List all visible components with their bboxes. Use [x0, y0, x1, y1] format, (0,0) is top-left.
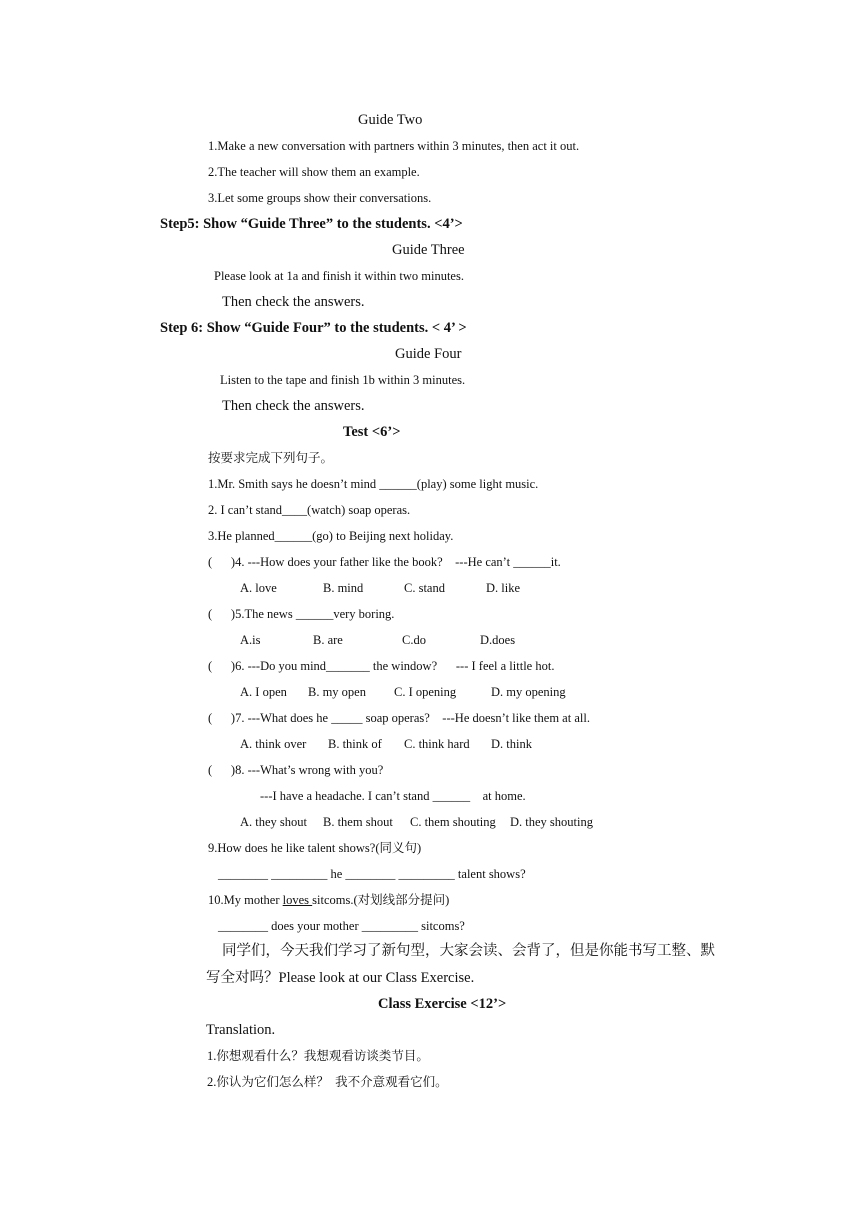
q7-option-b: B. think of: [328, 737, 382, 751]
guide-three-line-2: Then check the answers.: [222, 294, 365, 310]
question-2: 2. I can’t stand____(watch) soap operas.: [208, 503, 411, 517]
translation-label: Translation.: [206, 1022, 276, 1038]
question-10: [208, 894, 449, 907]
test-title: Test <6’>: [343, 424, 401, 440]
question-6: ( )6. ---Do you mind_______ the window? --- I feel a little hot.: [208, 659, 555, 673]
q7-option-a: A. think over: [240, 737, 307, 751]
question-9-answer-line: ________ _________ he ________ _________ talent shows?: [218, 867, 526, 881]
q8-option-b: B. them shout: [323, 815, 393, 829]
q6-option-b: B. my open: [308, 685, 366, 699]
question-7: ( )7. ---What does he _____ soap operas? ---He doesn’t like them at all.: [208, 711, 590, 725]
question-8: ( )8. ---What’s wrong with you?: [208, 763, 384, 777]
class-exercise-title: Class Exercise <12’>: [378, 996, 507, 1012]
guide-two-item-1: 1.Make a new conversation with partners within 3 minutes, then act it out.: [208, 139, 580, 153]
guide-four-line-1: Listen to the tape and finish 1b within 3 minutes.: [220, 373, 466, 387]
question-3: 3.He planned______(go) to Beijing next holiday.: [208, 529, 454, 543]
transition-line-2: 写全对吗？Please look at our Class Exercise.: [206, 970, 475, 986]
q4-option-b: B. mind: [323, 581, 364, 595]
question-10-suffix: sitcoms.(对划线部分提问): [312, 893, 450, 907]
guide-three-title: Guide Three: [392, 242, 465, 258]
question-10-answer-line: ________ does your mother _________ sitcoms?: [218, 919, 465, 933]
q4-option-d: D. like: [486, 581, 521, 595]
q7-option-d: D. think: [491, 737, 532, 751]
guide-two-item-2: 2.The teacher will show them an example.: [208, 165, 420, 179]
question-8-answer-line: ---I have a headache. I can’t stand ______ at home.: [260, 789, 526, 803]
question-1: 1.Mr. Smith says he doesn’t mind ______(play) some light music.: [208, 477, 539, 491]
q4-option-a: A. love: [240, 581, 277, 595]
question-4: ( )4. ---How does your father like the book? ---He can’t ______it.: [208, 555, 561, 569]
question-10-underlined-word: loves: [282, 893, 313, 907]
guide-four-line-2: Then check the answers.: [222, 398, 365, 414]
test-instruction: 按要求完成下列句子。: [208, 451, 334, 465]
q5-option-d: D.does: [480, 633, 516, 647]
q5-option-a: A.is: [240, 633, 261, 647]
guide-two-title: Guide Two: [358, 112, 423, 128]
q5-option-b: B. are: [313, 633, 343, 647]
question-5: ( )5.The news ______very boring.: [208, 607, 395, 621]
q4-option-c: C. stand: [404, 581, 445, 595]
q8-option-a: A. they shout: [240, 815, 308, 829]
q8-option-d: D. they shouting: [510, 815, 593, 829]
translation-item-1: 1.你想观看什么？我想观看访谈类节目。: [207, 1049, 429, 1063]
q8-option-c: C. them shouting: [410, 815, 496, 829]
q6-option-c: C. I opening: [394, 685, 457, 699]
question-9: 9.How does he like talent shows?(同义句): [208, 841, 422, 855]
question-10-prefix: 10.My mother: [208, 893, 283, 907]
step5-heading: Step5: Show “Guide Three” to the students. <4’>: [160, 216, 463, 232]
q6-option-d: D. my opening: [491, 685, 566, 699]
step6-heading: Step 6: Show “Guide Four” to the students. < 4’ >: [160, 320, 467, 336]
q5-option-c: C.do: [402, 633, 426, 647]
q6-option-a: A. I open: [240, 685, 287, 699]
guide-two-item-3: 3.Let some groups show their conversations.: [208, 191, 432, 205]
translation-item-2: 2.你认为它们怎么样？ 我不介意观看它们。: [207, 1075, 448, 1089]
transition-line-1: 同学们，今天我们学习了新句型，大家会读、会背了，但是你能书写工整、默: [222, 943, 715, 959]
q7-option-c: C. think hard: [404, 737, 470, 751]
guide-four-title: Guide Four: [395, 346, 462, 362]
guide-three-line-1: Please look at 1a and finish it within two minutes.: [214, 269, 464, 283]
